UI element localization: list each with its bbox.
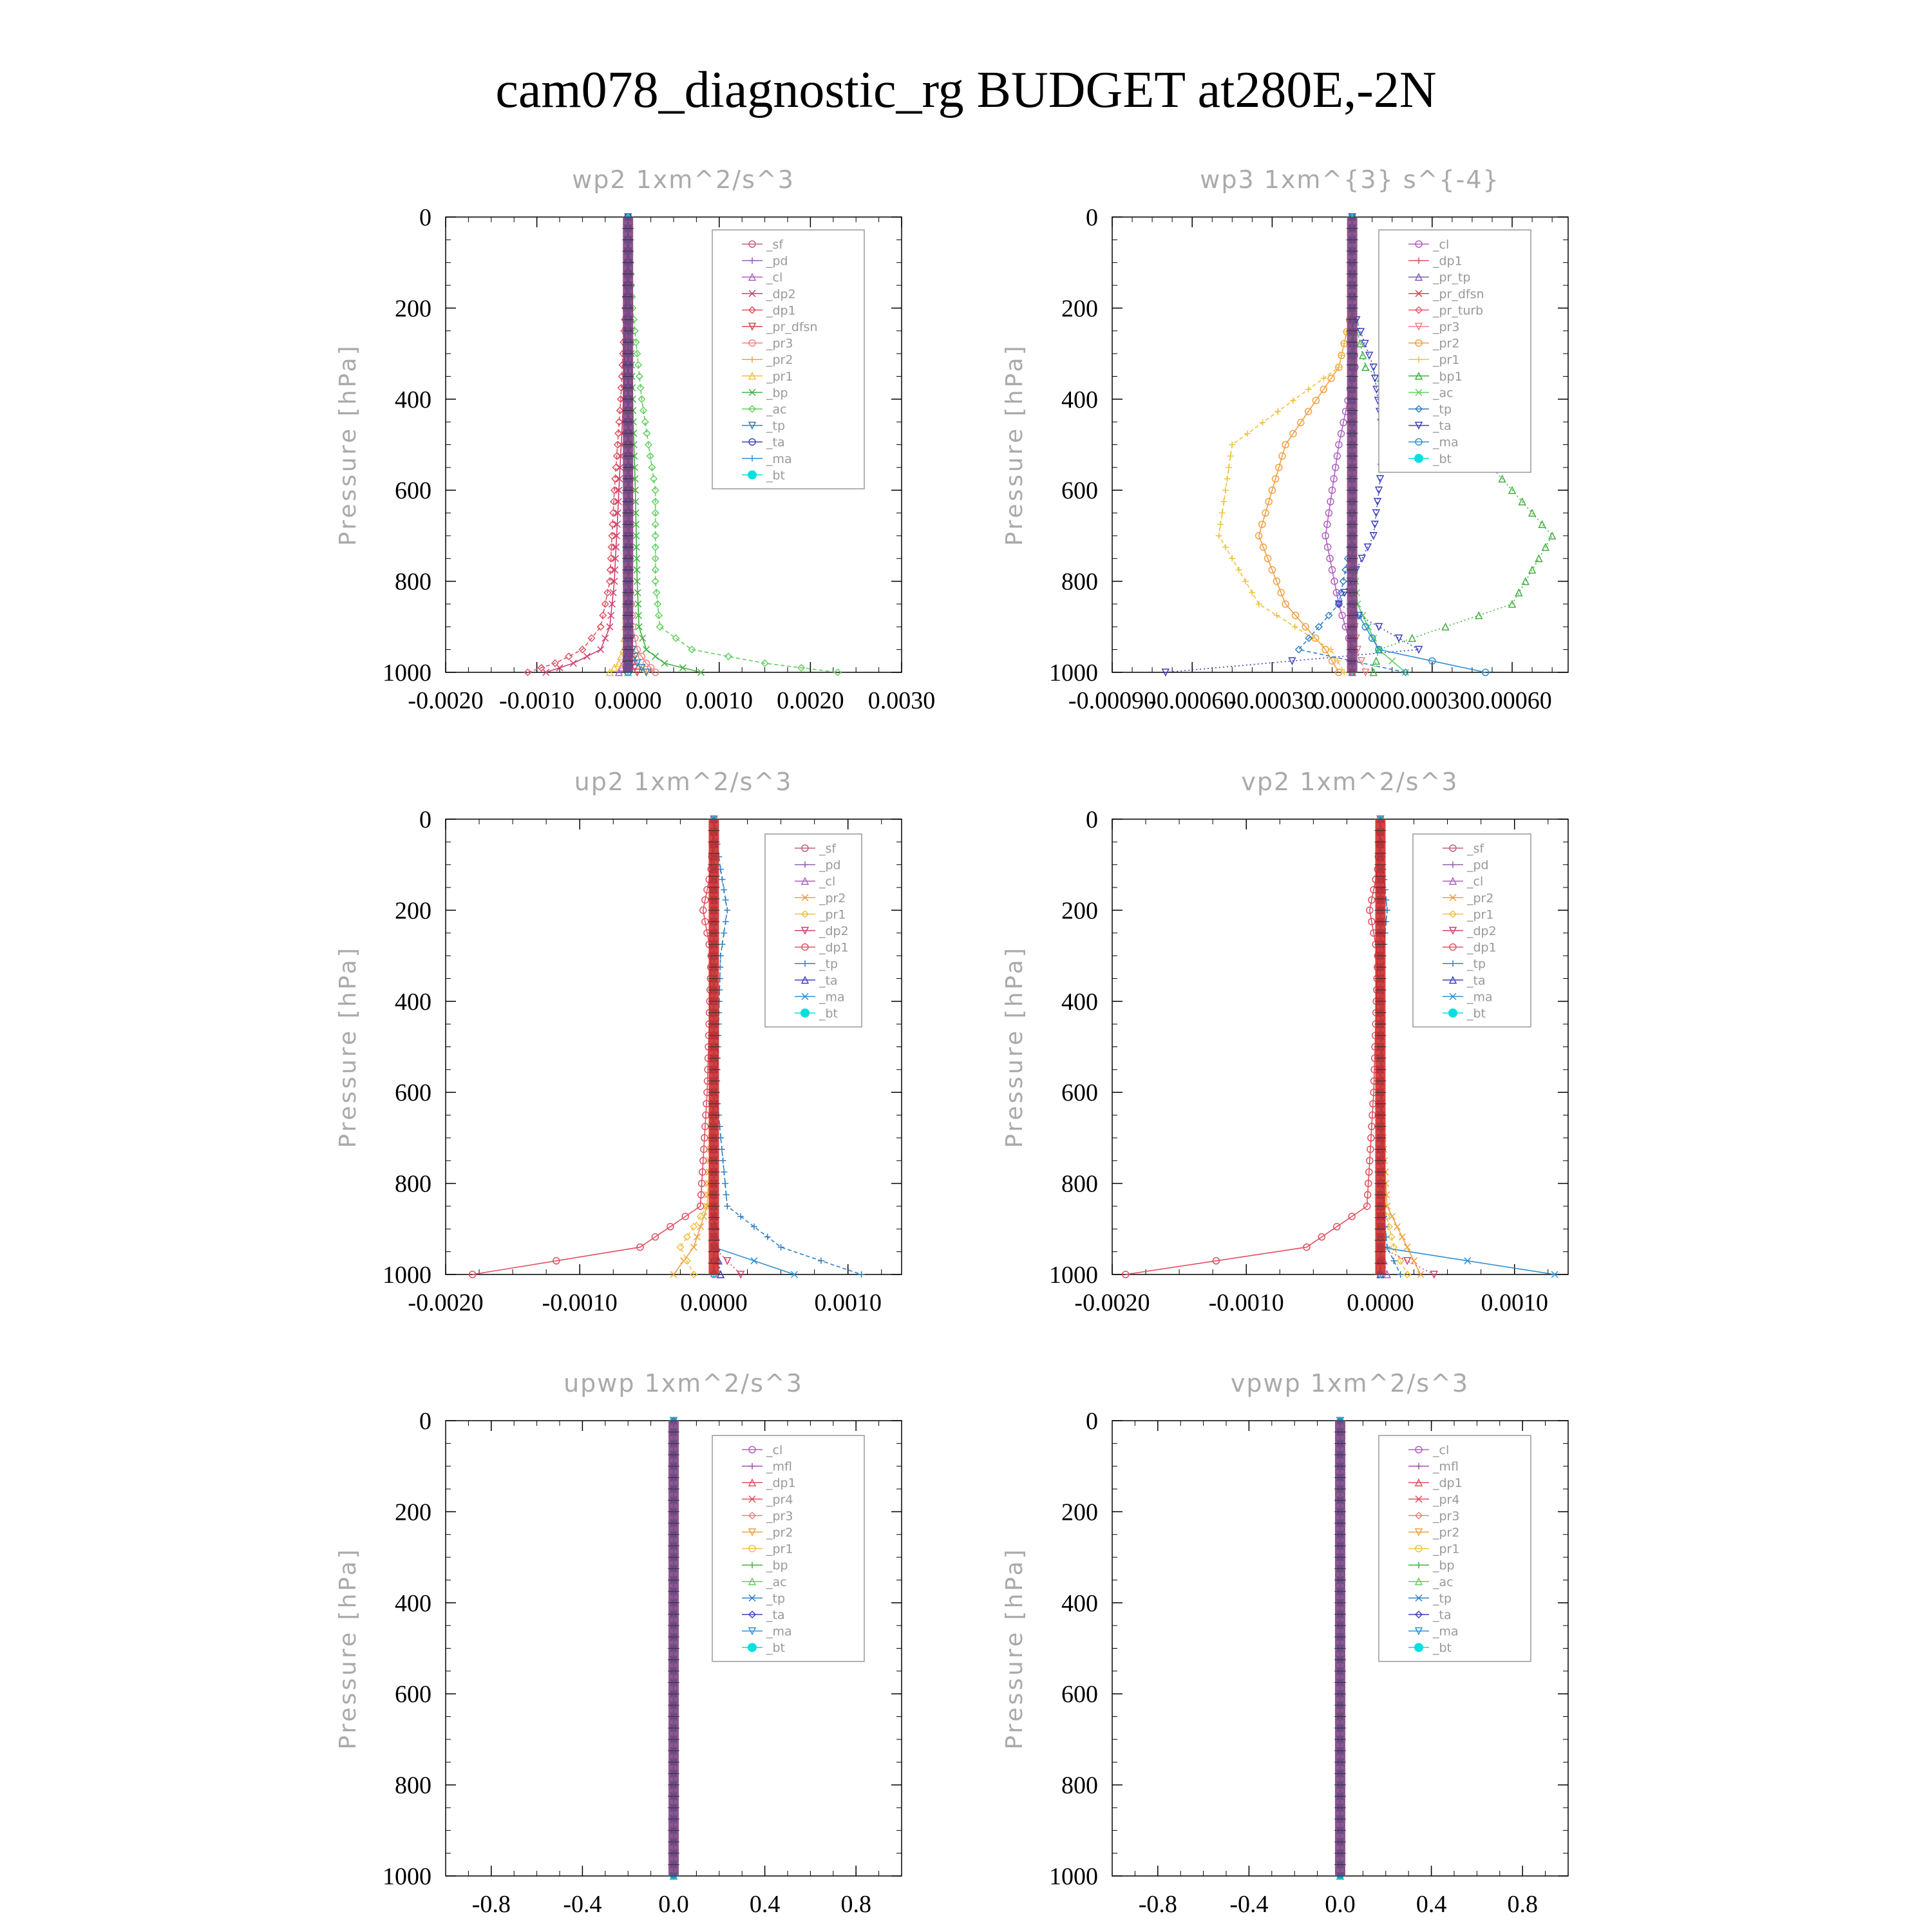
legend-entry: _ma [1433,435,1459,450]
panel-title: vp2 1xm^2/s^3 [1241,768,1459,796]
series_dp1 [1122,816,1384,1278]
legend-entry: _dp1 [1433,254,1463,269]
panel-title: up2 1xm^2/s^3 [574,768,793,796]
y-tick-label: 0 [1086,1408,1098,1435]
data-point-marker [1220,498,1227,505]
data-point-marker [1411,1258,1417,1264]
legend-entry: _pd [819,858,841,873]
y-tick-label: 1000 [1049,1262,1098,1289]
legend-entry: _ta [1433,1608,1452,1622]
data-point-marker [602,635,609,641]
x-tick-label: 0.0010 [1481,1289,1548,1316]
series_dp1 [469,816,717,1278]
panel-5 [335,1369,902,1918]
legend-entry: _bt [1433,451,1452,466]
legend-entry: _cl [766,1443,783,1457]
legend-entry: _bt [766,1641,786,1656]
series-line [1126,819,1381,1274]
legend-entry: _mfl [766,1459,792,1474]
y-tick-label: 200 [1061,1499,1098,1526]
legend-entry: _pd [1467,858,1489,873]
data-point-marker [721,1169,727,1175]
y-tick-label: 800 [1061,568,1098,596]
legend-entry: _tp [1433,1591,1452,1606]
data-point-marker [721,930,727,936]
data-point-marker [690,1224,697,1230]
data-point-marker [1515,589,1522,596]
data-point-marker [1222,544,1229,551]
x-tick-label: -0.4 [563,1891,602,1918]
x-tick-label: -0.0010 [1208,1289,1284,1316]
data-point-marker [1305,386,1312,393]
x-tick-label: 0.00060 [1472,687,1552,714]
legend-entry: _pr2 [1433,1526,1460,1540]
data-point-marker [1549,533,1555,539]
x-tick-label: 0.0010 [685,687,753,714]
panel-title: vpwp 1xm^2/s^3 [1230,1369,1470,1397]
legend-entry: _sf [1467,842,1484,856]
y-tick-label: 400 [1061,988,1098,1016]
legend-entry: _ta [766,1608,785,1622]
data-point-marker [583,653,590,659]
y-axis-label: Pressure [hPa] [335,1547,361,1750]
legend-entry: _pr1 [1433,353,1460,368]
data-point-marker [1289,658,1295,664]
legend-entry: _pr2 [1467,891,1494,905]
legend-entry: _ma [1467,990,1493,1005]
legend-entry: _ma [766,1624,792,1639]
legend-entry: _dp1 [1467,940,1497,955]
series-line [628,217,701,672]
data-point-marker [1274,612,1280,619]
legend-entry: _cl [1467,875,1484,889]
series-line [527,217,628,672]
data-point-marker [719,941,725,947]
y-tick-label: 0 [419,1408,431,1435]
legend-entry: _bt [766,468,786,483]
data-point-marker [724,907,730,913]
x-tick-label: -0.00090 [1068,687,1157,714]
legend-entry: _cl [766,270,783,285]
y-tick-label: 800 [395,1170,431,1198]
data-point-marker [719,876,725,883]
legend-entry: _tp [819,957,838,972]
y-tick-label: 600 [395,1079,431,1107]
y-tick-label: 600 [395,477,431,505]
legend-entry: _pr_dfsn [1433,287,1484,301]
data-point-marker [1260,419,1266,426]
legend-entry: _dp1 [1433,1476,1463,1491]
legend-entry: _cl [819,875,836,889]
data-point-marker [1290,397,1296,404]
y-tick-label: 200 [395,897,431,925]
y-tick-label: 600 [1061,1681,1098,1709]
data-point-marker [722,1180,728,1187]
x-tick-label: 0.4 [1416,1891,1447,1918]
data-point-marker [1399,1234,1405,1240]
legend-entry: _bp1 [1433,369,1463,384]
legend-entry: _pr1 [819,907,846,922]
legend-entry: _bt [1433,1641,1452,1656]
panel-4 [1001,768,1568,1316]
data-point-marker [1366,352,1372,359]
legend-entry: _bt [1467,1007,1486,1021]
legend [1379,230,1531,472]
data-point-marker [643,647,650,653]
y-tick-label: 0 [419,204,431,231]
data-point-marker [751,1258,757,1264]
data-point-marker [616,660,622,667]
x-tick-label: 0.0000 [680,1289,748,1316]
data-point-marker [1394,1224,1401,1230]
legend-entry: _tp [766,419,786,433]
y-tick-label: 200 [1061,897,1098,925]
y-tick-label: 600 [1061,477,1098,505]
y-tick-label: 800 [1061,1170,1098,1198]
data-point-marker [1229,555,1235,562]
data-point-marker [1376,487,1382,493]
x-tick-label: -0.00060 [1148,687,1236,714]
data-point-marker [661,660,668,667]
data-point-marker [690,1244,697,1251]
legend [712,1435,864,1662]
y-tick-label: 400 [395,988,431,1016]
y-axis-label: Pressure [hPa] [1001,1547,1028,1750]
legend-entry: _bp [766,386,788,401]
legend-entry: _cl [1433,1443,1450,1457]
legend-entry: _pr1 [1467,907,1494,922]
x-tick-label: -0.0020 [408,687,484,714]
x-tick-label: -0.0020 [1074,1289,1150,1316]
y-tick-label: 1000 [383,1262,431,1289]
data-point-marker [1535,555,1542,562]
legend-entry: _ma [766,451,792,466]
legend-entry: _ta [819,973,838,988]
panel-3 [335,768,902,1316]
y-tick-label: 400 [1061,386,1098,413]
legend-entry: _ta [766,435,785,450]
data-point-marker [1320,375,1327,381]
panel-title: wp3 1xm^{3} s^{-4} [1200,166,1500,194]
x-tick-label: 0.0010 [814,1289,882,1316]
data-point-marker [1292,623,1298,630]
y-tick-label: 800 [1061,1772,1098,1799]
legend-entry: _pr2 [766,353,793,368]
y-tick-label: 1000 [1049,659,1098,687]
data-point-marker [1390,1258,1397,1264]
legend [1413,834,1531,1027]
legend-entry: _pr2 [1433,336,1460,351]
data-point-marker [724,1258,730,1264]
panel-title: wp2 1xm^2/s^3 [572,166,795,194]
legend-entry: _ma [819,990,845,1005]
x-tick-label: 0.0 [1325,1891,1356,1918]
x-tick-label: 0.00030 [1392,687,1472,714]
series-line [546,217,628,672]
data-point-marker [639,635,646,641]
y-tick-label: 200 [1061,295,1098,323]
panel-6 [1001,1369,1568,1918]
data-point-marker [1236,567,1242,573]
legend-entry: _tp [1433,402,1452,417]
data-point-marker [1222,487,1229,493]
x-tick-label: 0.00000 [1312,687,1392,714]
legend [765,834,862,1027]
legend-marker [1448,1009,1457,1018]
legend-entry: _bt [819,1007,838,1021]
legend-entry: _pr1 [766,369,793,384]
legend-marker [800,1009,810,1018]
legend-entry: _dp2 [819,924,849,938]
legend-entry: _tp [766,1591,786,1606]
legend-entry: _pr1 [766,1542,793,1557]
panel-title: upwp 1xm^2/s^3 [564,1369,803,1397]
data-point-marker [818,1258,824,1264]
legend-entry: _pr1 [1433,1542,1460,1557]
legend-entry: _pd [766,254,788,269]
data-point-marker [1249,589,1255,596]
x-tick-label: -0.8 [471,1891,511,1918]
y-tick-label: 1000 [383,1863,431,1890]
legend-entry: _tp [1467,957,1486,972]
legend-entry: _dp1 [766,303,796,318]
data-point-marker [1242,578,1249,585]
legend [1379,1435,1531,1662]
legend-entry: _dp2 [766,287,796,301]
y-tick-label: 800 [395,1772,431,1799]
y-axis-label: Pressure [hPa] [335,945,361,1148]
x-tick-label: -0.8 [1138,1891,1177,1918]
data-point-marker [679,665,686,671]
legend-entry: _pr_turb [1433,303,1484,318]
x-tick-label: 0.0030 [867,687,936,714]
y-tick-label: 600 [1061,1079,1098,1107]
data-point-marker [1529,567,1535,573]
data-point-marker [720,1157,726,1164]
data-point-marker [677,1244,683,1251]
legend-entry: _pr_tp [1433,270,1471,285]
data-point-marker [598,647,604,653]
legend-entry: _sf [766,238,784,252]
legend-marker [748,1643,757,1652]
data-point-marker [1359,555,1365,562]
data-point-marker [1216,533,1222,539]
data-point-marker [1376,623,1382,630]
data-point-marker [1217,521,1224,527]
data-point-marker [1226,464,1232,471]
data-point-marker [697,1224,704,1230]
legend-entry: _cl [1433,238,1450,252]
data-point-marker [1404,1244,1410,1251]
data-point-marker [764,1234,771,1240]
y-axis-label: Pressure [hPa] [1001,945,1028,1148]
data-point-marker [1397,1271,1404,1278]
data-point-marker [1224,476,1231,482]
data-point-marker [1443,623,1449,630]
x-tick-label: 0.0000 [1347,1289,1414,1316]
panel-1 [335,166,935,714]
legend-entry: _pr3 [1433,320,1460,334]
data-point-marker [684,1234,690,1240]
y-tick-label: 200 [395,295,431,323]
legend-entry: _ac [766,402,787,417]
legend-marker [1414,454,1423,463]
data-point-marker [724,1203,730,1209]
data-point-marker [1522,578,1529,585]
data-point-marker [1377,476,1383,482]
legend-entry: _dp1 [766,1476,796,1491]
data-point-marker [1396,635,1402,641]
data-point-marker [570,660,576,667]
legend-marker [748,470,757,479]
legend-entry: _bp [766,1558,788,1573]
x-tick-label: 0.0020 [777,687,844,714]
legend-entry: _sf [819,842,837,856]
legend-entry: _ta [1467,973,1486,988]
data-point-marker [1328,647,1334,653]
legend-marker [1414,1643,1423,1652]
y-tick-label: 0 [1086,204,1098,231]
data-point-marker [723,918,729,925]
data-point-marker [721,887,727,893]
y-tick-label: 0 [1086,806,1098,833]
x-tick-label: -0.4 [1229,1891,1269,1918]
x-tick-label: -0.0010 [499,687,575,714]
series_bp [625,214,704,676]
data-point-marker [1404,1258,1410,1264]
legend-entry: _ac [1433,1575,1454,1589]
y-tick-label: 1000 [383,659,431,687]
legend-entry: _ac [766,1575,787,1589]
legend-entry: _ma [1433,1624,1459,1639]
data-point-marker [858,1271,865,1278]
legend-entry: _pr4 [1433,1492,1460,1507]
legend-entry: _bp [1433,1558,1455,1573]
y-tick-label: 1000 [1049,1863,1098,1890]
legend-entry: _pr3 [1433,1509,1460,1524]
legend-entry: _dp2 [1467,924,1497,938]
legend-entry: _mfl [1433,1459,1459,1474]
y-tick-label: 600 [395,1681,431,1709]
panel-2 [1001,166,1568,714]
data-point-marker [694,1234,700,1240]
legend-entry: _pr_dfsn [766,320,818,334]
data-point-marker [1227,453,1234,459]
data-point-marker [1274,408,1281,415]
y-tick-label: 400 [1061,1589,1098,1617]
data-point-marker [1219,510,1226,516]
y-tick-label: 400 [395,386,431,413]
data-point-marker [1370,364,1377,370]
legend-entry: _ta [1433,419,1452,433]
y-tick-label: 0 [419,806,431,833]
x-tick-label: 0.0000 [594,687,662,714]
x-tick-label: 0.8 [840,1891,871,1918]
data-point-marker [565,653,572,659]
x-tick-label: 0.0 [658,1891,689,1918]
y-axis-label: Pressure [hPa] [1001,343,1028,546]
y-tick-label: 400 [395,1589,431,1617]
y-axis-label: Pressure [hPa] [335,343,361,546]
x-tick-label: -0.00030 [1228,687,1316,714]
x-tick-label: -0.0020 [408,1289,484,1316]
legend-entry: _pr3 [766,336,793,351]
data-point-marker [1256,601,1262,607]
series-line [473,819,714,1274]
x-tick-label: 0.4 [749,1891,781,1918]
x-tick-label: -0.0010 [542,1289,618,1316]
legend-entry: _pr3 [766,1509,793,1524]
data-point-marker [723,1191,730,1198]
y-tick-label: 800 [395,568,431,596]
legend-entry: _pr4 [766,1492,793,1507]
legend-entry: _ac [1433,386,1454,401]
data-point-marker [723,896,729,903]
data-point-marker [1389,658,1396,664]
figure-title: cam078_diagnostic_rg BUDGET at280E,-2N [495,62,1437,118]
data-point-marker [652,653,659,659]
legend-entry: _pr2 [819,891,846,905]
data-point-marker [1310,635,1316,641]
data-point-marker [1409,635,1416,641]
legend [712,230,864,489]
legend-entry: _pr2 [766,1526,793,1540]
series_dp1 [524,214,631,676]
legend-entry: _dp1 [819,940,849,955]
x-tick-label: 0.8 [1507,1891,1538,1918]
y-tick-label: 200 [395,1499,431,1526]
data-point-marker [1475,612,1482,619]
